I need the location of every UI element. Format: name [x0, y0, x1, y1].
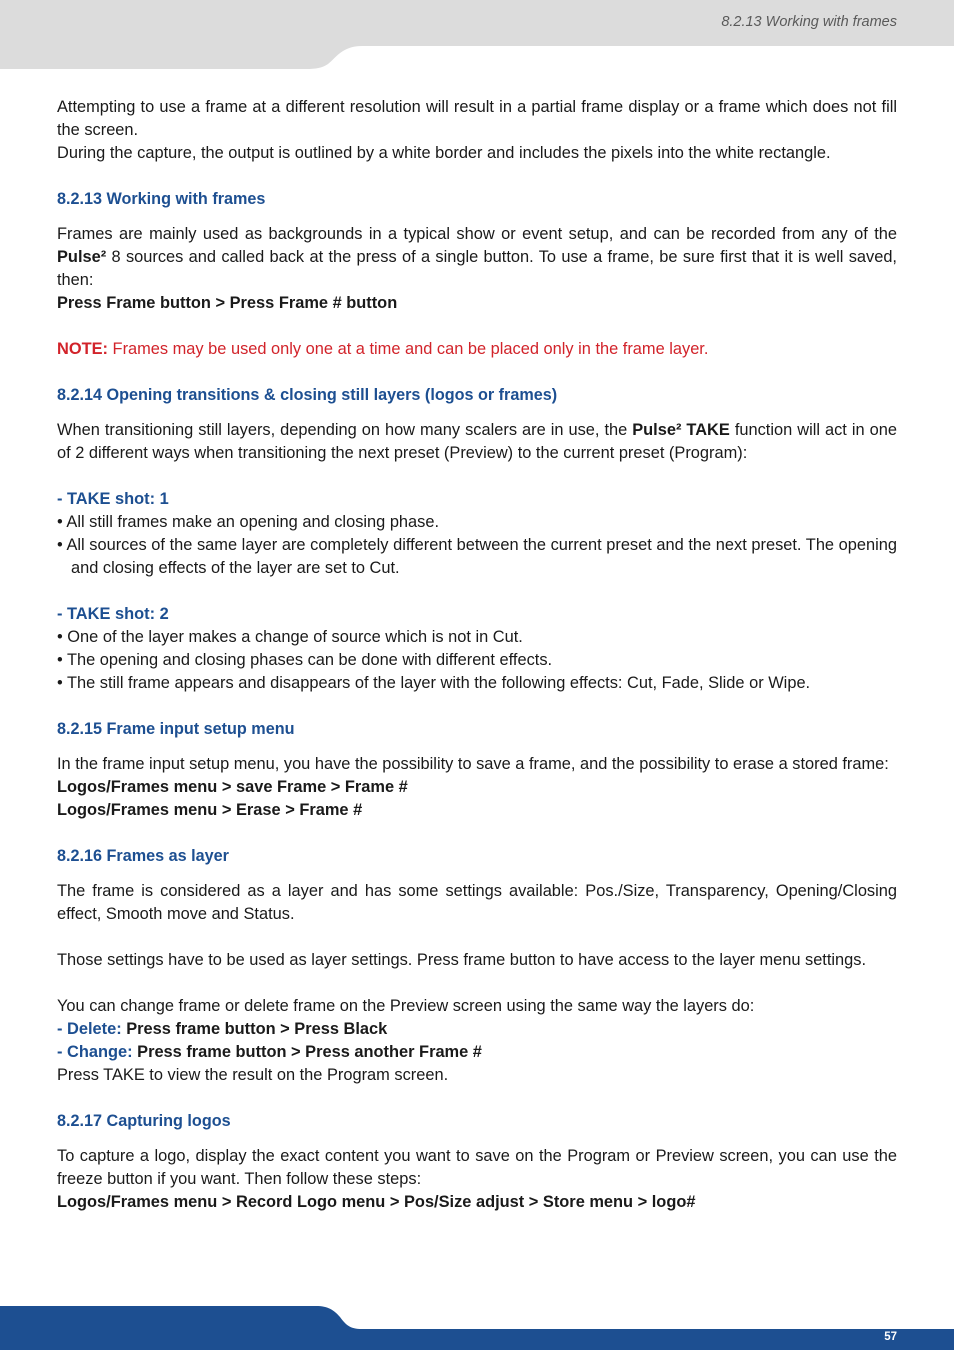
footer-band	[0, 1300, 954, 1350]
s13-paragraph: Frames are mainly used as backgrounds in a typical show or event setup, and can be recorded from any of the Pulse² 8 sources and called back at the press of a single button. To use a frame, be sure first that it is well saved, then:	[57, 225, 897, 289]
note-label: NOTE:	[57, 340, 108, 358]
s15-paragraph: In the frame input setup menu, you have the possibility to save a frame, and the possibility to erase a stored frame:	[57, 755, 889, 773]
s15-command-erase: Logos/Frames menu > Erase > Frame #	[57, 801, 363, 819]
s17-command: Logos/Frames menu > Record Logo menu > Pos/Size adjust > Store menu > logo#	[57, 1193, 696, 1211]
page-number: 57	[884, 1331, 897, 1343]
intro-paragraph-1: Attempting to use a frame at a different resolution will result in a partial frame display or a frame which does not fill the screen.	[57, 98, 897, 139]
intro-paragraph-2: During the capture, the output is outlined by a white border and includes the pixels into the white rectangle.	[57, 144, 831, 162]
s16-paragraph-2: Those settings have to be used as layer settings. Press frame button to have access to the layer menu settings.	[57, 951, 867, 969]
brand-pulse: Pulse²	[57, 248, 107, 266]
delete-label: - Delete:	[57, 1020, 122, 1038]
page-content	[57, 96, 897, 1214]
brand-pulse-take: Pulse² TAKE	[632, 421, 730, 439]
header-band	[0, 0, 954, 70]
take-shot-1-label: - TAKE shot: 1	[57, 490, 169, 508]
change-instruction: - Change: Press frame button > Press another Frame #	[57, 1043, 482, 1061]
heading-8-2-14: 8.2.14 Opening transitions & closing still layers (logos or frames)	[57, 386, 558, 404]
list-item: • All still frames make an opening and closing phase.	[57, 513, 440, 531]
s13-command: Press Frame button > Press Frame # button	[57, 294, 398, 312]
note: NOTE: Frames may be used only one at a time and can be placed only in the frame layer.	[57, 340, 709, 358]
heading-8-2-16: 8.2.16 Frames as layer	[57, 847, 229, 865]
s15-command-save: Logos/Frames menu > save Frame > Frame #	[57, 778, 408, 796]
s16-paragraph-3: You can change frame or delete frame on the Preview screen using the same way the layers do:	[57, 997, 755, 1015]
list-item: • All sources of the same layer are completely different between the current preset and the next preset. The opening and closing effects of the layer are set to Cut.	[57, 536, 897, 577]
s14-paragraph: When transitioning still layers, depending on how many scalers are in use, the Pulse² TAKE function will act in one of 2 different ways when transitioning the next preset (Preview) to the current preset (Program):	[57, 421, 897, 462]
s16-paragraph-4: Press TAKE to view the result on the Program screen.	[57, 1066, 449, 1084]
change-label: - Change:	[57, 1043, 133, 1061]
take-shot-2-label: - TAKE shot: 2	[57, 605, 169, 623]
heading-8-2-13: 8.2.13 Working with frames	[57, 190, 266, 208]
heading-8-2-17: 8.2.17 Capturing logos	[57, 1112, 231, 1130]
running-header: 8.2.13 Working with frames	[721, 14, 897, 30]
heading-8-2-15: 8.2.15 Frame input setup menu	[57, 720, 295, 738]
s16-paragraph-1: The frame is considered as a layer and has some settings available: Pos./Size, Transparency, Opening/Closing effect, Smooth move and Status.	[57, 882, 897, 923]
list-item: • One of the layer makes a change of source which is not in Cut.	[57, 628, 523, 646]
list-item: • The still frame appears and disappears of the layer with the following effects: Cut, Fade, Slide or Wipe.	[57, 674, 811, 692]
delete-instruction: - Delete: Press frame button > Press Black	[57, 1020, 388, 1038]
s17-paragraph: To capture a logo, display the exact content you want to save on the Program or Preview screen, you can use the freeze button if you want. Then follow these steps:	[57, 1147, 897, 1188]
list-item: • The opening and closing phases can be done with different effects.	[57, 651, 553, 669]
